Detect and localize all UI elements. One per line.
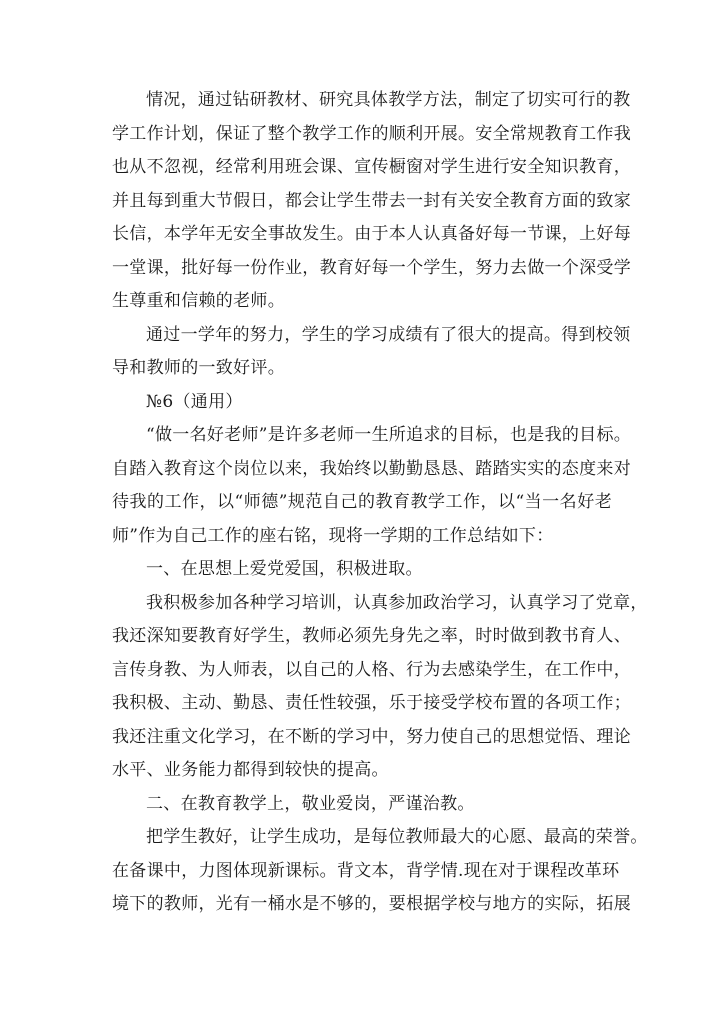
text-line: 通过一学年的努力，学生的学习成绩有了很大的提高。得到校领 bbox=[146, 324, 631, 345]
text-line: 言传身教、为人师表，以自己的人格、行为去感染学生，在工作中， bbox=[112, 659, 631, 680]
text-line: 学工作计划，保证了整个教学工作的顺利开展。安全常规教育工作我 bbox=[112, 123, 631, 144]
text-line: 情况，通过钻研教材、研究具体教学方法，制定了切实可行的教 bbox=[146, 90, 631, 110]
text-line: 并且每到重大节假日，都会让学生带去一封有关安全教育方面的致家 bbox=[112, 190, 631, 211]
text-line: “做一名好老师”是许多老师一生所追求的目标，也是我的目标。 bbox=[146, 425, 632, 445]
text-line: 一堂课，批好每一份作业，教育好每一个学生，努力去做一个深受学 bbox=[112, 257, 631, 278]
text-line: 生尊重和信赖的老师。 bbox=[112, 291, 285, 311]
text-line: №6（通用） bbox=[146, 391, 243, 412]
text-line: 我积极参加各种学习培训，认真参加政治学习，认真学习了党章， bbox=[146, 592, 648, 613]
paragraph bbox=[112, 319, 631, 386]
text-line: 师”作为自己工作的座右铭，现将一学期的工作总结如下： bbox=[112, 525, 554, 546]
text-line: 一、在思想上爱党爱国，积极进取。 bbox=[146, 559, 423, 579]
text-line: 长信，本学年无安全事故发生。由于本人认真备好每一节课，上好每 bbox=[112, 224, 631, 244]
text-line: 水平、业务能力都得到较快的提高。 bbox=[112, 760, 389, 780]
text-line: 我还注重文化学习，在不断的学习中，努力使自己的思想觉悟、理论 bbox=[112, 726, 631, 747]
document-page bbox=[112, 84, 648, 922]
text-line: 也从不忽视，经常利用班会课、宣传橱窗对学生进行安全知识教育， bbox=[112, 157, 631, 177]
text-line: 境下的教师，光有一桶水是不够的，要根据学校与地方的实际，拓展 bbox=[112, 894, 631, 914]
paragraph bbox=[112, 84, 631, 319]
text-line: 把学生教好，让学生成功，是每位教师最大的心愿、最高的荣誉。 bbox=[146, 827, 648, 847]
text-line: 待我的工作，以“师德”规范自己的教育教学工作，以“当一名好老 bbox=[112, 492, 612, 512]
text-line: 在备课中，力图体现新课标。背文本，背学情.现在对于课程改革环 bbox=[112, 860, 620, 881]
section-heading bbox=[112, 386, 612, 420]
paragraph bbox=[112, 419, 632, 553]
text-line: 导和教师的一致好评。 bbox=[112, 358, 285, 378]
paragraph bbox=[112, 821, 648, 922]
text-line: 自踏入教育这个岗位以来，我始终以勤勤恳恳、踏踏实实的态度来对 bbox=[112, 458, 631, 479]
section-heading bbox=[112, 553, 612, 587]
text-line: 我还深知要教育好学生，教师必须先身先之率，时时做到教书育人、 bbox=[112, 626, 631, 646]
text-line: 我积极、主动、勤恳、责任性较强，乐于接受学校布置的各项工作； bbox=[112, 693, 631, 713]
section-heading bbox=[112, 788, 612, 822]
text-line: 二、在教育教学上，敬业爱岗，严谨治教。 bbox=[146, 793, 475, 814]
paragraph bbox=[112, 587, 648, 788]
